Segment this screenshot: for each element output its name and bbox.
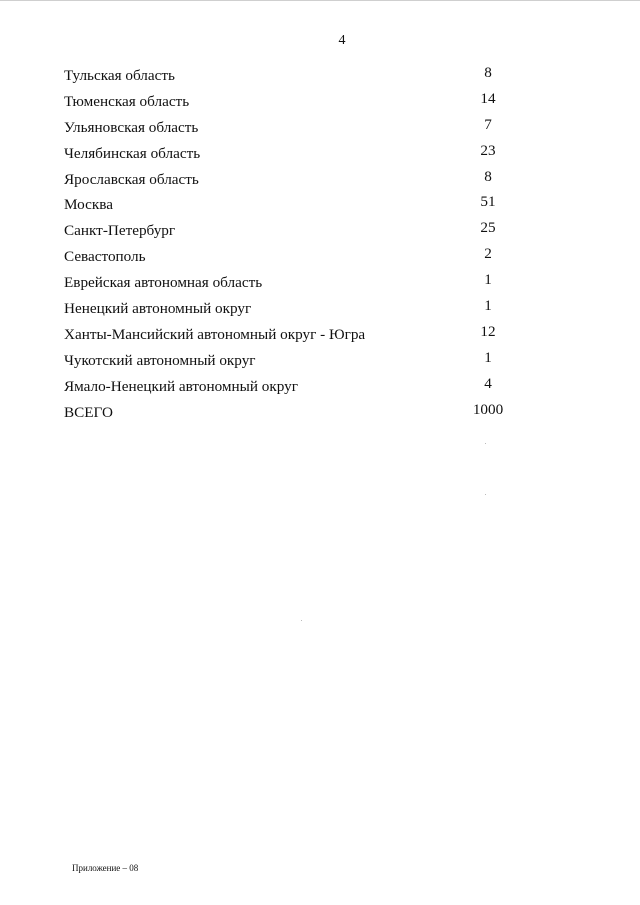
region-value: 1 [484, 297, 492, 315]
region-value: 23 [480, 141, 496, 159]
page-number: 4 [338, 33, 346, 48]
region-value: 8 [484, 64, 492, 81]
table-row [64, 168, 544, 194]
total-value: 1000 [472, 400, 504, 418]
region-name: Еврейская автономная область [64, 274, 263, 292]
table-row [64, 349, 544, 375]
scan-speck [301, 620, 302, 621]
region-name: Севастополь [64, 248, 146, 266]
table-row [64, 64, 544, 90]
region-value: 2 [484, 245, 492, 263]
table-row [64, 323, 544, 349]
scan-speck [485, 494, 486, 495]
region-value: 1 [484, 348, 492, 366]
region-table [64, 64, 544, 426]
table-row [64, 116, 544, 142]
scan-speck [485, 443, 486, 444]
table-row [64, 271, 544, 297]
region-value: 25 [480, 219, 496, 237]
footer-note: Приложение – 08 [72, 863, 139, 873]
region-name: Тюменская область [64, 92, 190, 110]
table-row-total [64, 401, 544, 427]
region-value: 8 [484, 167, 492, 185]
region-value: 1 [484, 271, 492, 289]
table-row [64, 375, 544, 401]
region-value: 4 [484, 374, 492, 392]
table-row [64, 193, 544, 219]
table-row [64, 219, 544, 245]
region-value: 12 [480, 322, 496, 340]
region-value: 51 [480, 193, 496, 211]
region-name: Ненецкий автономный округ [64, 300, 252, 318]
table-row [64, 245, 544, 271]
region-name: Чукотский автономный округ [64, 351, 256, 369]
region-name: Санкт-Петербург [64, 222, 176, 240]
region-name: Ульяновская область [64, 118, 199, 136]
region-value: 7 [484, 115, 492, 133]
total-label: ВСЕГО [64, 403, 113, 421]
table-row [64, 90, 544, 116]
table-row [64, 297, 544, 323]
region-name: Ханты-Мансийский автономный округ - Югра [64, 325, 366, 343]
region-name: Ямало-Ненецкий автономный округ [64, 377, 298, 395]
table-row [64, 142, 544, 168]
region-name: Москва [64, 196, 113, 214]
region-value: 14 [480, 89, 496, 107]
region-name: Ярославская область [64, 170, 199, 188]
region-name: Челябинская область [64, 144, 201, 162]
region-name: Тульская область [64, 67, 175, 84]
